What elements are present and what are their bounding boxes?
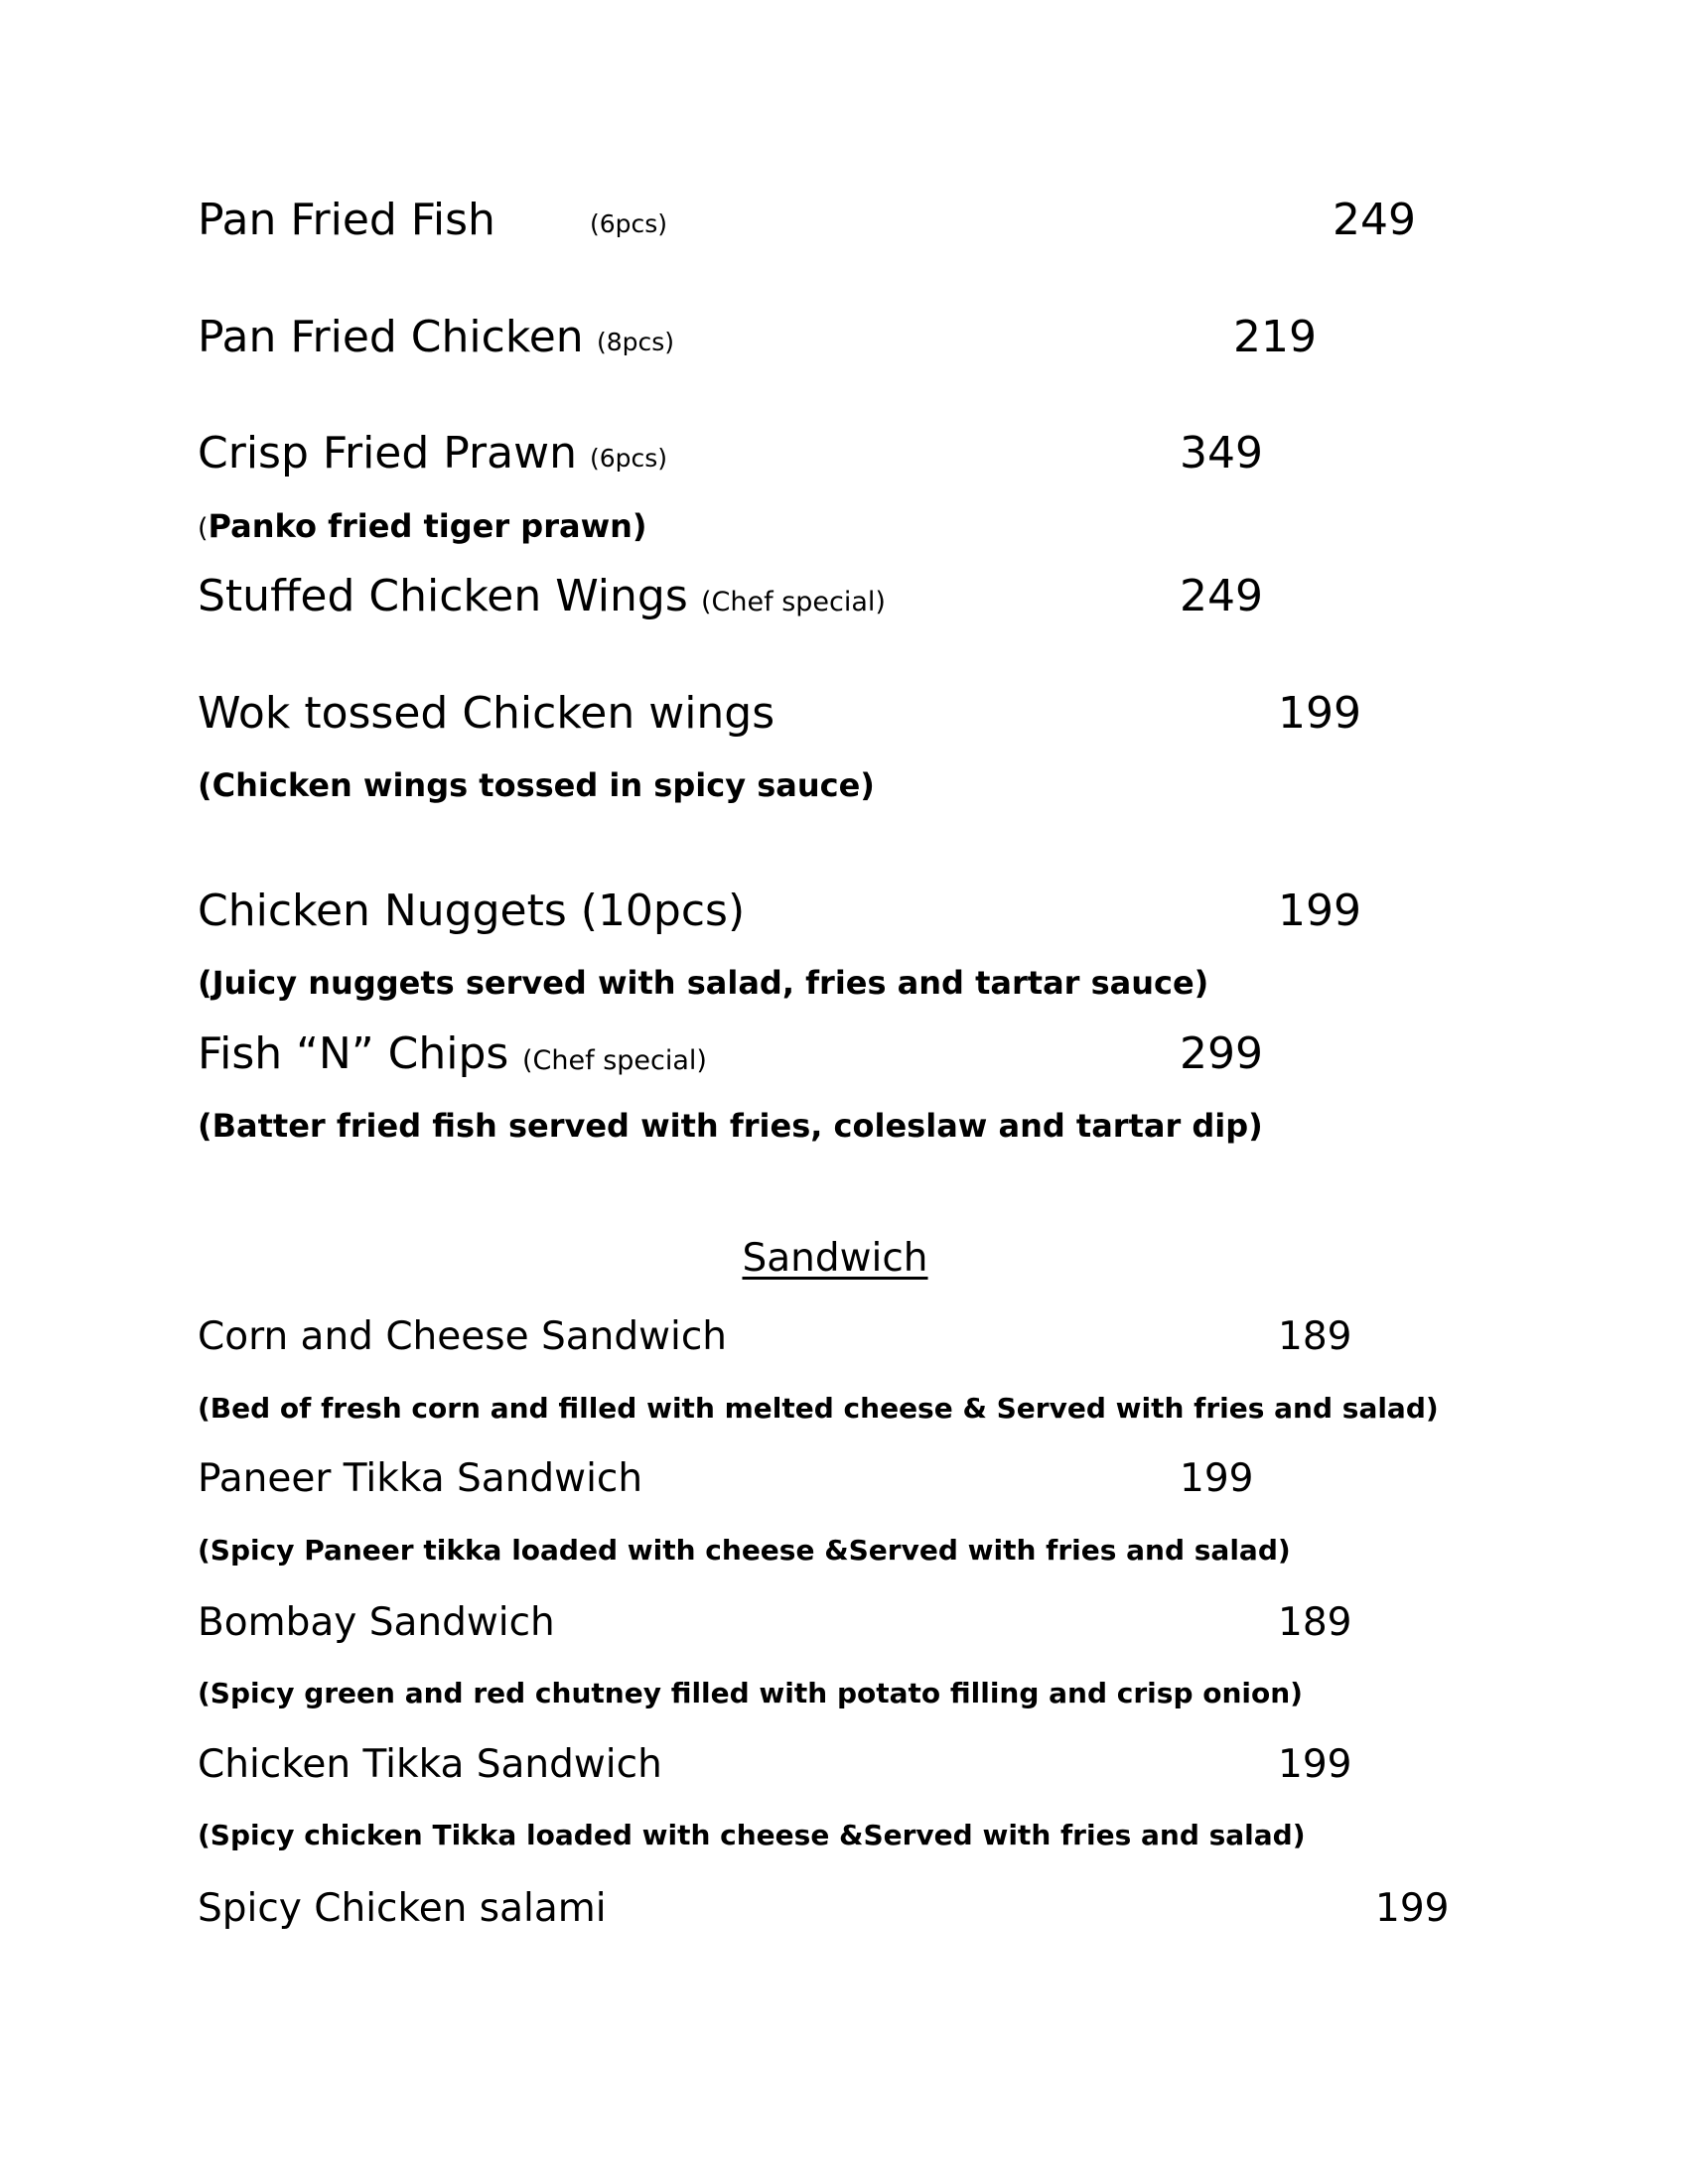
menu-item-price: 199 <box>1180 1456 1254 1501</box>
menu-item-price: 299 <box>1180 1028 1263 1079</box>
menu-item-price: 199 <box>1278 886 1361 936</box>
menu-item-name: Wok tossed Chicken wings <box>198 688 775 739</box>
menu-item-description <box>198 507 647 545</box>
menu-item-note: (8pcs) <box>597 328 675 356</box>
menu-item-price: 249 <box>1333 195 1416 245</box>
menu-item-note: (Chef special) <box>522 1045 707 1076</box>
menu-item-price: 199 <box>1278 1742 1352 1787</box>
menu-item-price: 219 <box>1233 312 1317 362</box>
menu-item-description: (Spicy Paneer tikka loaded with cheese &Served with fries and salad) <box>198 1534 1291 1567</box>
menu-item-price: 199 <box>1278 688 1361 739</box>
menu-item-description: (Batter fried fish served with fries, coleslaw and tartar dip) <box>198 1107 1263 1145</box>
menu-item-name: Bombay Sandwich <box>198 1600 555 1645</box>
menu-item-name: Fish “N” Chips <box>198 1028 509 1079</box>
description-open-paren: ( <box>198 513 209 544</box>
menu-item-name: Stuffed Chicken Wings <box>198 571 688 621</box>
menu-item-description: (Spicy green and red chutney filled with potato filling and crisp onion) <box>198 1677 1303 1709</box>
section-heading-sandwich: Sandwich <box>742 1236 928 1281</box>
menu-item-note: (6pcs) <box>590 444 668 473</box>
menu-item-note: (6pcs) <box>590 209 668 238</box>
menu-item-price: 249 <box>1180 571 1263 621</box>
menu-item-price: 349 <box>1180 428 1263 478</box>
menu-item-name: Chicken Tikka Sandwich <box>198 1742 662 1787</box>
menu-item-name: Spicy Chicken salami <box>198 1886 607 1931</box>
menu-item-note: (Chef special) <box>701 587 886 617</box>
menu-item-name: Pan Fried Chicken <box>198 312 584 362</box>
menu-item-description: (Bed of fresh corn and filled with melted cheese & Served with fries and salad) <box>198 1392 1439 1425</box>
menu-item-price: 199 <box>1375 1886 1450 1931</box>
menu-item-name: Chicken Nuggets (10pcs) <box>198 886 746 936</box>
menu-item-description: (Spicy chicken Tikka loaded with cheese &Served with fries and salad) <box>198 1819 1306 1851</box>
menu-item-name: Pan Fried Fish <box>198 195 495 245</box>
menu-item-description: (Chicken wings tossed in spicy sauce) <box>198 766 875 804</box>
menu-item-price: 189 <box>1278 1314 1352 1359</box>
menu-item-name: Paneer Tikka Sandwich <box>198 1456 643 1501</box>
menu-item-name: Corn and Cheese Sandwich <box>198 1314 727 1359</box>
description-text: Panko fried tiger prawn) <box>208 507 647 545</box>
menu-item-name: Crisp Fried Prawn <box>198 428 577 478</box>
menu-item-price: 189 <box>1278 1600 1352 1645</box>
menu-item-description: (Juicy nuggets served with salad, fries and tartar sauce) <box>198 964 1209 1002</box>
